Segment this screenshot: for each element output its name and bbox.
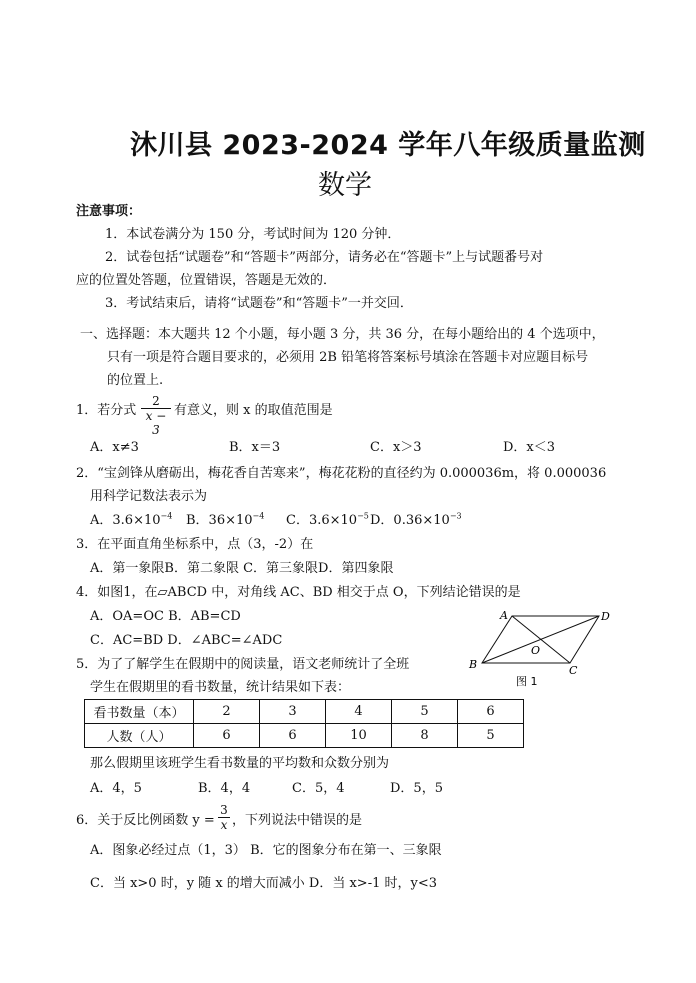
q1-frac-den: x − 3 <box>141 408 171 437</box>
table-cell: 5 <box>392 700 458 724</box>
q6-options-row1: A．图象必经过点（1，3） B．它的图象分布在第一、三象限 <box>90 843 442 858</box>
table-cell: 6 <box>260 724 326 748</box>
q2-option-a-base: A．3.6×10 <box>90 513 161 528</box>
notice-item-3: 3．考试结束后，请将“试题卷”和“答题卡”一并交回． <box>105 296 413 311</box>
q2-option-c-exp: −5 <box>357 511 369 521</box>
q2-option-c-base: C．3.6×10 <box>286 513 358 528</box>
table-cell: 8 <box>392 724 458 748</box>
q6-options-row2: C．当 x>0 时，y 随 x 的增大而减小 D．当 x>-1 时，y<3 <box>90 876 437 891</box>
q5-option-c: C．5，4 <box>292 781 345 796</box>
q6-prefix: 6．关于反比例函数 y = <box>76 813 215 828</box>
table-cell: 6 <box>458 700 524 724</box>
page-title: 沐川县 2023-2024 学年八年级质量监测 <box>130 130 646 161</box>
q4-options-row2: C．AC=BD D．∠ABC=∠ADC <box>90 633 283 648</box>
table-cell: 3 <box>260 700 326 724</box>
q3-options: A．第一象限B．第二象限 C．第三象限D．第四象限 <box>90 561 394 576</box>
notice-heading: 注意事项： <box>76 204 142 219</box>
table-row-header-books: 看书数量（本） <box>85 700 194 724</box>
table-row-header-people: 人数（人） <box>85 724 194 748</box>
q5-option-a: A．4，5 <box>90 781 142 796</box>
table-cell: 10 <box>326 724 392 748</box>
section1-line3: 的位置上. <box>107 373 164 388</box>
q6-fraction <box>218 803 230 832</box>
book-count-table <box>84 699 524 748</box>
q5-option-b: B．4，4 <box>198 781 251 796</box>
q2-option-d-exp: −3 <box>449 511 462 521</box>
q5-line1: 5．为了了解学生在假期中的阅读量，语文老师统计了全班 <box>76 657 410 672</box>
q4-text: 4．如图1，在▱ABCD 中，对角线 AC、BD 相交于点 O，下列结论错误的是 <box>76 585 521 600</box>
vertex-label-d: D <box>601 610 610 623</box>
q1-option-c: C．x＞3 <box>370 440 422 455</box>
q1-prefix: 1．若分式 <box>76 403 137 418</box>
table-row <box>85 724 524 748</box>
notice-item-2a: 2．试卷包括“试题卷”和“答题卡”两部分，请务必在“答题卡”上与试题番号对 <box>105 250 544 265</box>
q1-option-d: D．x＜3 <box>503 440 556 455</box>
q2-option-a-exp: −4 <box>160 511 173 521</box>
q1-frac-num: 2 <box>152 394 160 408</box>
notice-item-2b: 应的位置处答题，位置错误，答题是无效的． <box>76 273 337 288</box>
subject-title: 数学 <box>318 170 372 201</box>
q2-line2: 用科学记数法表示为 <box>90 489 208 504</box>
table-cell: 6 <box>194 724 260 748</box>
diagonal-bd <box>482 616 599 663</box>
table-cell: 4 <box>326 700 392 724</box>
notice-item-1: 1．本试卷满分为 150 分，考试时间为 120 分钟． <box>105 227 401 242</box>
vertex-label-c: C <box>569 664 578 677</box>
figure-caption: 图 1 <box>516 675 538 688</box>
table-cell: 2 <box>194 700 260 724</box>
q6-frac-den: x <box>218 817 230 832</box>
q5-option-d: D．5，5 <box>390 781 443 796</box>
q2-option-b <box>186 513 264 529</box>
q1-option-a: A．x≠3 <box>90 440 139 455</box>
q2-option-b-exp: −4 <box>252 511 265 521</box>
q6-suffix: ，下列说法中错误的是 <box>232 813 363 828</box>
q2-line1: 2．“宝剑锋从磨砺出，梅花香自苦寒来”，梅花花粉的直径约为 0.000036m，将 0.000036 <box>76 466 607 481</box>
section1-line1: 一、选择题：本大题共 12 个小题，每小题 3 分，共 36 分，在每小题给出的 4 个选项中， <box>80 327 605 342</box>
q3-text: 3．在平面直角坐标系中，点（3，-2）在 <box>76 537 314 552</box>
q2-option-a <box>90 513 172 529</box>
q2-option-d-base: D．0.36×10 <box>370 513 450 528</box>
q2-option-d <box>370 513 462 529</box>
table-row <box>85 700 524 724</box>
q2-option-c <box>286 513 369 529</box>
vertex-label-b: B <box>469 658 478 671</box>
section1-line2: 只有一项是符合题目要求的，必须用 2B 铅笔将答案标号填涂在答题卡对应题目标号 <box>107 350 589 365</box>
q6-frac-num: 3 <box>220 803 228 817</box>
q2-option-b-base: B．36×10 <box>186 513 253 528</box>
q4-options-row1: A．OA=OC B．AB=CD <box>90 609 241 624</box>
q1-suffix: 有意义，则 x 的取值范围是 <box>174 403 333 418</box>
table-cell: 5 <box>458 724 524 748</box>
parallelogram-figure <box>460 605 620 690</box>
q5-question: 那么假期里该班学生看书数量的平均数和众数分别为 <box>90 756 390 771</box>
q5-line2: 学生在假期里的看书数量，统计结果如下表： <box>90 680 351 695</box>
vertex-label-a: A <box>500 609 508 622</box>
q1-fraction <box>141 394 171 437</box>
center-label-o: O <box>531 644 541 657</box>
q1-option-b: B．x＝3 <box>229 440 281 455</box>
